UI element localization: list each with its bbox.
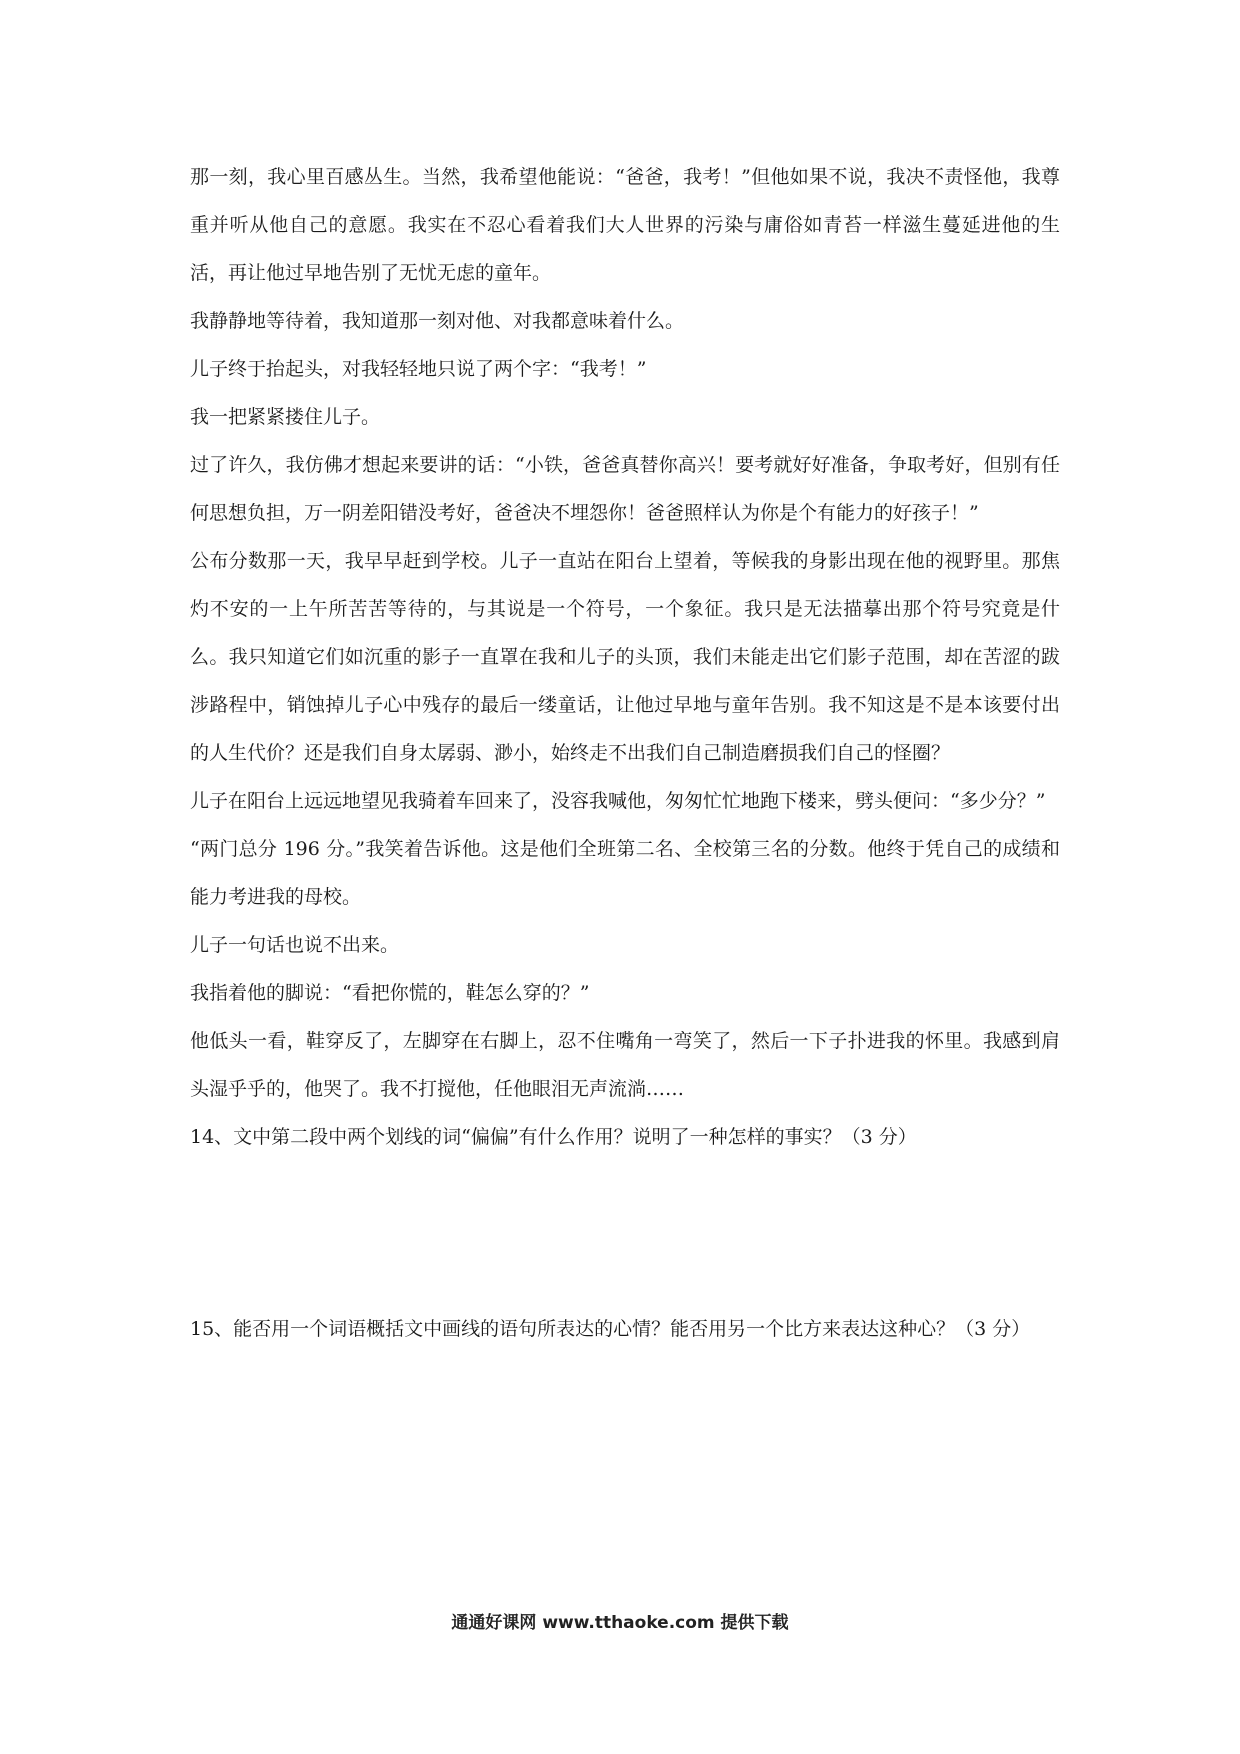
paragraph: 儿子一句话也说不出来。	[190, 934, 400, 956]
paragraph: 我指着他的脚说：“看把你慌的，鞋怎么穿的？”	[190, 982, 590, 1004]
page-footer: 通通好课网 www.tthaoke.com 提供下载	[451, 1613, 789, 1633]
paragraph: 公布分数那一天，我早早赶到学校。儿子一直站在阳台上望着，等候我的身影出现在他的视野里。那焦灼不安的一上午所苦苦等待的，与其说是一个符号，一个象征。我只是无法描摹出那个符号究竟是什么。我只知道它们如沉重的影子一直罩在我和儿子的头顶，我们未能走出它们影子范围，却在苦涩的跋涉路程中，销蚀掉儿子心中残存的最后一缕童话，让他过早地与童年告别。我不知这是不是本该要付出的人生代价？还是我们自身太孱弱、渺小，始终走不出我们自己制造磨损我们自己的怪圈？	[190, 550, 1060, 764]
paragraph: “两门总分 196 分。”我笑着告诉他。这是他们全班第二名、全校第三名的分数。他终于凭自己的成绩和能力考进我的母校。	[190, 838, 1060, 908]
paragraph: 我静静地等待着，我知道那一刻对他、对我都意味着什么。	[190, 310, 685, 332]
paragraph: 过了许久，我仿佛才想起来要讲的话：“小铁，爸爸真替你高兴！要考就好好准备，争取考好，但别有任何思想负担，万一阴差阳错没考好，爸爸决不埋怨你！爸爸照样认为你是个有能力的好孩子！”	[190, 454, 1060, 524]
paragraph: 儿子在阳台上远远地望见我骑着车回来了，没容我喊他，匆匆忙忙地跑下楼来，劈头便问：“多少分？”	[190, 790, 1046, 812]
question-14: 14、文中第二段中两个划线的词“偏偏”有什么作用？说明了一种怎样的事实？（3 分）	[190, 1126, 917, 1148]
passage-body	[190, 153, 1060, 1353]
question-15: 15、能否用一个词语概括文中画线的语句所表达的心情？能否用另一个比方来表达这种心？（3 分）	[190, 1318, 1031, 1340]
answer-space	[190, 1161, 1060, 1305]
paragraph: 那一刻，我心里百感丛生。当然，我希望他能说：“爸爸，我考！”但他如果不说，我决不责怪他，我尊重并听从他自己的意愿。我实在不忍心看着我们大人世界的污染与庸俗如青苔一样滋生蔓延进他的生活，再让他过早地告别了无忧无虑的童年。	[190, 166, 1060, 284]
paragraph: 儿子终于抬起头，对我轻轻地只说了两个字：“我考！”	[190, 358, 647, 380]
paragraph: 我一把紧紧搂住儿子。	[190, 406, 381, 428]
paragraph: 他低头一看，鞋穿反了，左脚穿在右脚上，忍不住嘴角一弯笑了，然后一下子扑进我的怀里。我感到肩头湿乎乎的，他哭了。我不打搅他，任他眼泪无声流淌……	[190, 1030, 1060, 1100]
